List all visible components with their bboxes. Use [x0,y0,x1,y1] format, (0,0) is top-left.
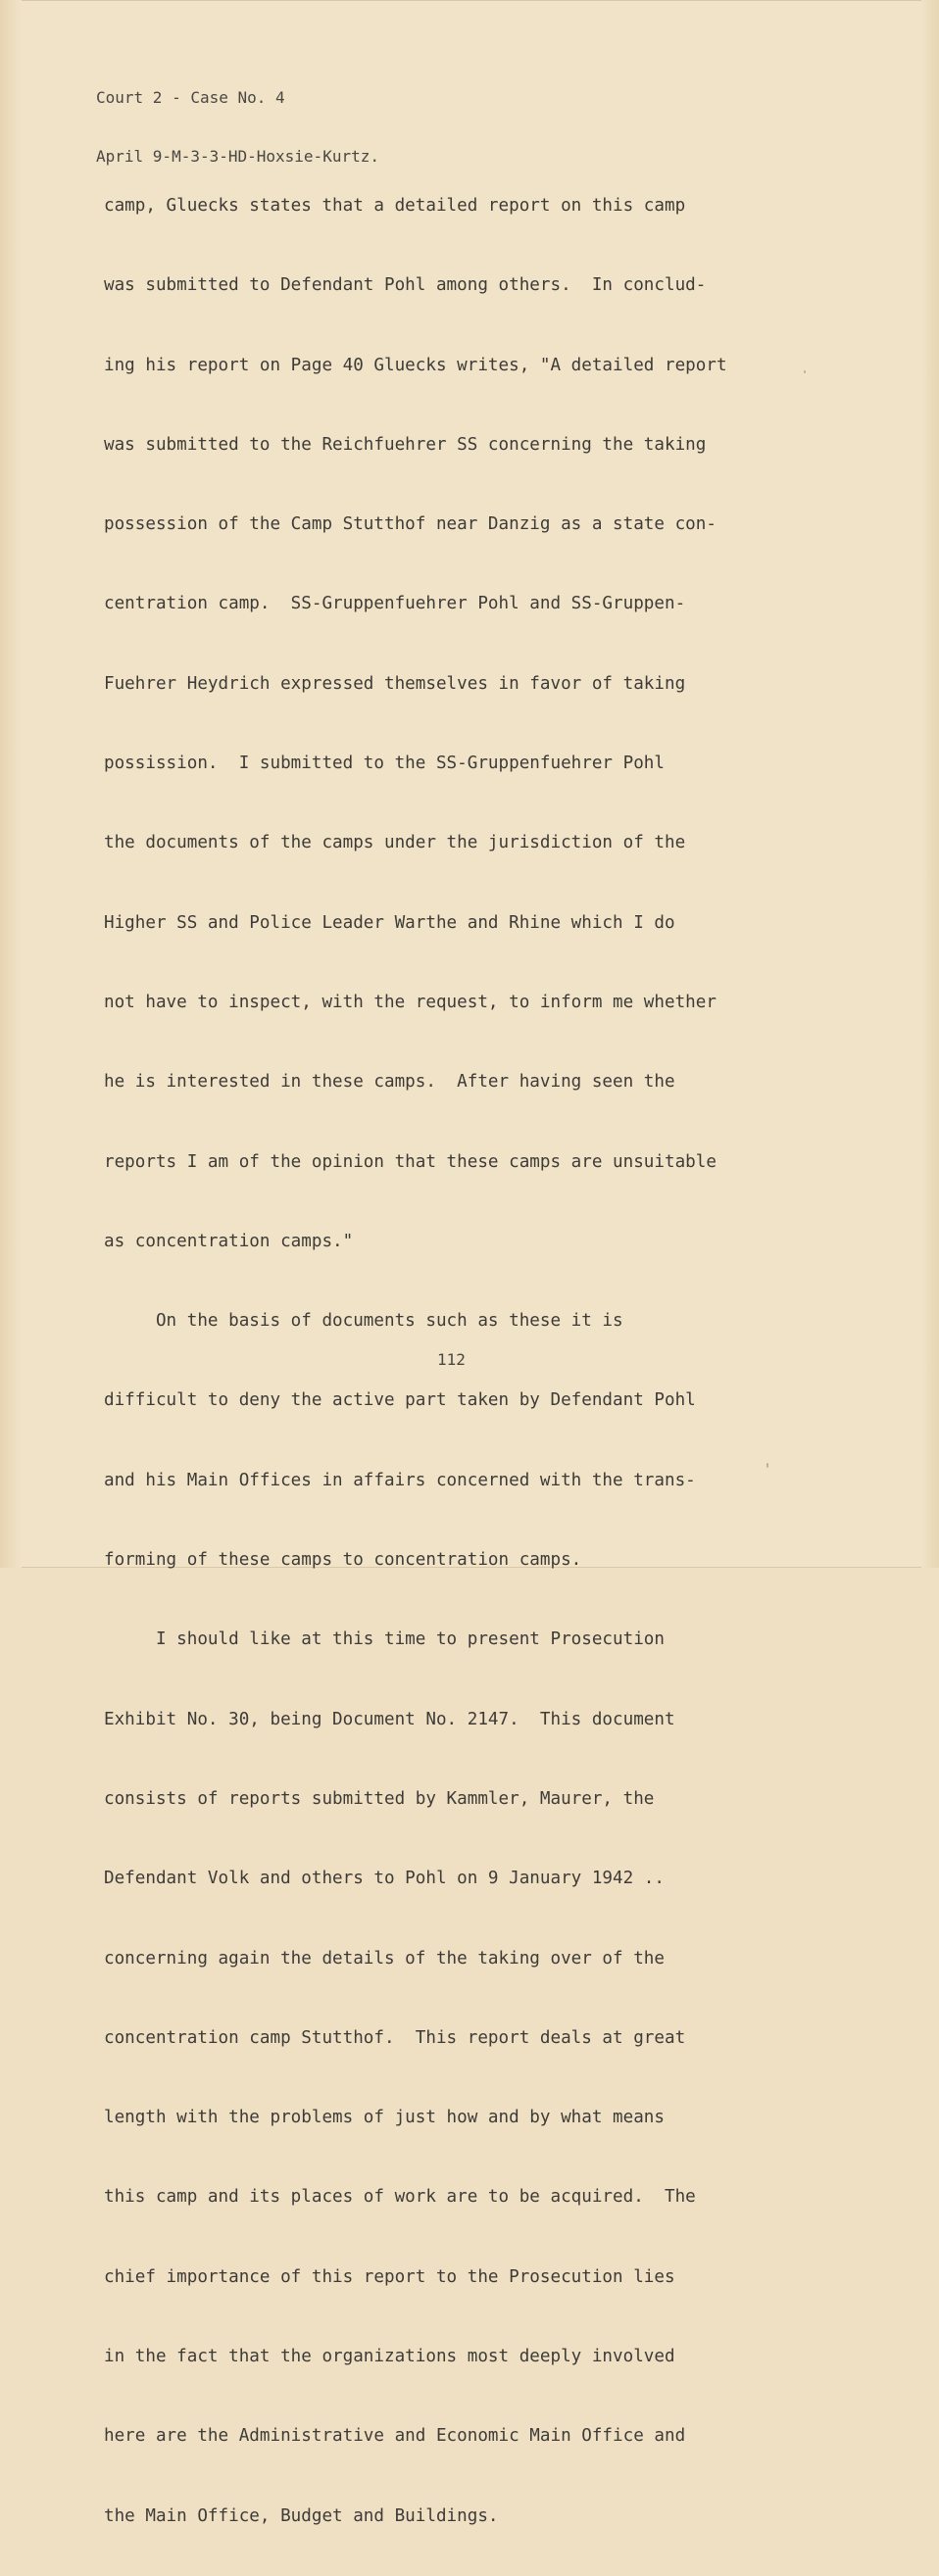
body-line: camp, Gluecks states that a detailed report on this camp [104,196,686,216]
body-line: concentration camp Stutthof. This report deals at great [104,2027,686,2048]
document-body [104,147,829,2576]
body-line: length with the problems of just how and by what means [104,2108,665,2128]
page-right-edge [921,0,939,1568]
body-line: possission. I submitted to the SS-Gruppenfuehrer Pohl [104,753,665,774]
body-line: Higher SS and Police Leader Warthe and Rhine which I do [104,912,675,933]
body-line: the Main Office, Budget and Buildings. [104,2505,499,2526]
body-line: and his Main Offices in affairs concerned with the trans- [104,1470,696,1490]
body-line: reports I am of the opinion that these camps are unsuitable [104,1151,717,1172]
body-line: On the basis of documents such as these it is [104,1311,623,1332]
body-line: was submitted to the Reichfuehrer SS concerning the taking [104,434,707,455]
header-case-line: Court 2 - Case No. 4 [96,88,285,107]
body-line: possession of the Camp Stutthof near Danzig as a state con- [104,514,717,535]
body-line: forming of these camps to concentration camps. [104,1550,582,1571]
page-left-edge [0,0,22,1568]
body-line: difficult to deny the active part taken by Defendant Pohl [104,1390,696,1411]
paper-speck [766,1463,768,1468]
body-line: ing his report on Page 40 Gluecks writes, "A detailed report [104,355,727,375]
body-line: chief importance of this report to the Prosecution lies [104,2266,675,2287]
page-number: 112 [437,1350,466,1369]
body-line: in the fact that the organizations most deeply involved [104,2347,675,2367]
body-line: centration camp. SS-Gruppenfuehrer Pohl and SS-Gruppen- [104,594,686,614]
body-line: he is interested in these camps. After having seen the [104,1072,675,1093]
body-line: concerning again the details of the taking over of the [104,1948,665,1968]
body-line: Defendant Volk and others to Pohl on 9 January 1942 .. [104,1869,665,1889]
body-line: Fuehrer Heydrich expressed themselves in favor of taking [104,673,686,694]
body-line: this camp and its places of work are to be acquired. The [104,2187,696,2208]
body-line: I should like at this time to present Prosecution [104,1629,665,1650]
header-reference-line: April 9-M-3-3-HD-Hoxsie-Kurtz. [96,147,379,166]
body-line: not have to inspect, with the request, to inform me whether [104,992,717,1012]
body-line: here are the Administrative and Economic Main Office and [104,2426,686,2447]
body-line: consists of reports submitted by Kammler, Maurer, the [104,1788,655,1809]
body-line: as concentration camps." [104,1231,354,1251]
body-line: Exhibit No. 30, being Document No. 2147. This document [104,1709,675,1729]
body-line: was submitted to Defendant Pohl among others. In conclud- [104,275,707,296]
body-line: the documents of the camps under the jurisdiction of the [104,833,686,853]
paper-speck [804,370,806,373]
